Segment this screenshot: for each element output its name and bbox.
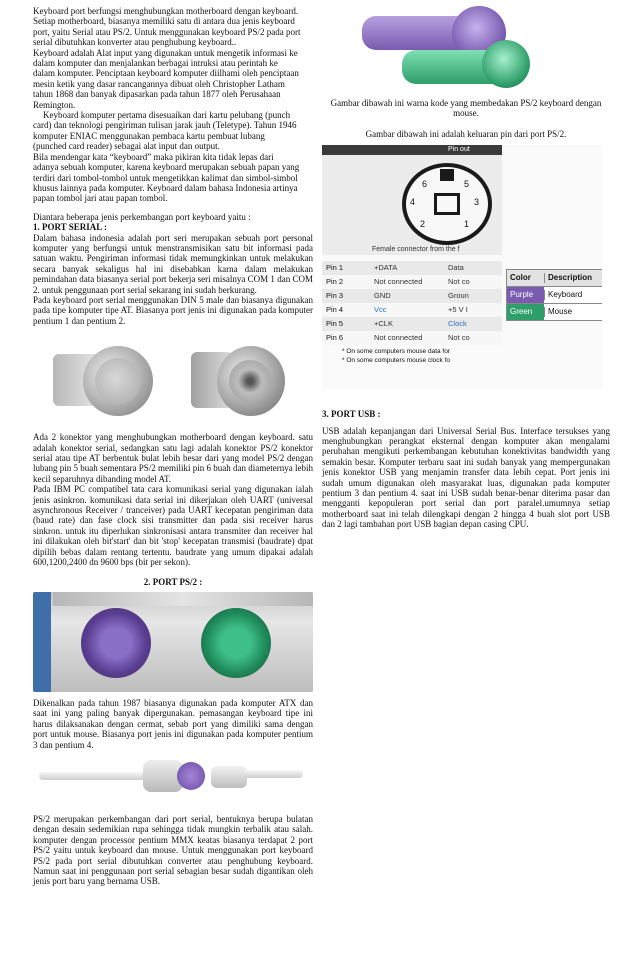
intro-line: Keyboard komputer pertama disesuaikan dari kartu pelubang (punch xyxy=(43,110,291,121)
pin-number: 2 xyxy=(420,219,426,230)
color-table-header: Description xyxy=(544,273,592,283)
connector-label: Female connector from the f xyxy=(372,246,460,254)
intro-line: (punched card reader) sebagai alat input dan output. xyxy=(33,141,220,152)
pinout-row: Pin 1 +DATA Data xyxy=(322,261,502,275)
left-column xyxy=(33,6,313,887)
intro-line: card) dan teknologi pengiriman tulisan jarak jauh (Teletype). Tahun 1946 xyxy=(33,120,297,131)
pinout-row: Pin 6 Not connected Not co xyxy=(322,331,502,345)
green-ps2-port xyxy=(201,608,271,678)
ps2-ports-photo xyxy=(33,592,313,692)
pin-number: 5 xyxy=(464,179,470,190)
right-column xyxy=(322,6,610,530)
pin-number: 6 xyxy=(422,179,428,190)
intro-line: komputer ENIAC menggunakan pembaca kartu pembuat lubang xyxy=(33,130,265,141)
pinout-figure xyxy=(322,145,602,389)
connector-diagram xyxy=(402,163,492,245)
intro-line: adanya sebuah komputer, karena keyboard merupakan sebuah papan yang xyxy=(33,162,300,173)
intro-line: khusus lainnya pada komputer. Keyboard dalam bahasa Indonesia artinya xyxy=(33,182,298,193)
color-purple-description: Keyboard xyxy=(544,290,582,300)
intro-text xyxy=(33,6,313,204)
color-purple: Purple xyxy=(507,287,544,303)
pinout-row: Pin 5 +CLK Clock xyxy=(322,317,502,331)
pinout-title: Pin out xyxy=(448,146,470,154)
pin-number: 4 xyxy=(410,197,416,208)
intro-line: dalam komputer dan menjalankan berbagai intruksi atau perintah ke xyxy=(33,58,278,69)
intro-line: mesin ketik yang dasar rancangannya dibuat oleh Christopher Latham xyxy=(33,78,285,89)
ps2-more-text: PS/2 merupakan perkembangan dari port serial, bentuknya berupa bulatan dengan desain sedemikian rupa sehingga tidak mungkin terbalik atau salah. komputer dengan processor pentium MMX keatas biasanya terdapat 2 port PS/2 yaitu untuk keyboard dan mouse. Untuk menggunakan port keyboard PS/2 pada port serial dibutuhkan converter atau penghubung keyboard. Namun saat ini penggunaan port serial sebagian besar sudah digantikan oleh jenis port baru yang bernama USB. xyxy=(33,813,313,887)
pinout-row: Pin 3 GND Groun xyxy=(322,289,502,303)
intro-line: Bila mendengar kata “keyboard” maka pikiran kita tidak lepas dari xyxy=(33,151,274,162)
types-intro: Diantara beberapa jenis perkembangan port keyboard yaitu : xyxy=(33,211,251,222)
ps2-heading: 2. PORT PS/2 : xyxy=(143,577,203,588)
connector-text: Ada 2 konektor yang menghubungkan motherboard dengan keyboard. satu adalah konektor serial, sedangkan satu lagi adalah konektor PS/2 konektor serial atau tipe AT berbentuk bulat lebih besar dari yang model PS/2 dengan lubang pin 5 buah sementara PS/2 memiliki pin 6 buah dan diameternya lebih kecil separuhnya dibanding model AT. xyxy=(33,432,313,484)
color-code-table xyxy=(506,269,602,321)
intro-line: terdiri dari tombol-tombol untuk mengetikkan kalimat dan simbol-simbol xyxy=(33,172,298,183)
ps2-text: Dikenalkan pada tahun 1987 biasanya digunakan pada komputer ATX dan saat ini yang paling banyak dipergunakan. pemasangan keyboard tipe ini harus dilaksanakan dengan cermat, sebab port yang dimiliki sama dengan port untuk mouse. Biasanya port jenis ini digunakan pada komputer pentium 3 dan pentium 4. xyxy=(33,697,313,750)
din-plug-image-right xyxy=(191,344,291,420)
intro-line: Keyboard port berfungsi menghubungkan motherboard dengan keyboard. xyxy=(33,6,299,16)
color-green: Green xyxy=(507,304,544,320)
usb-text: USB adalah kepanjangan dari Universal Serial Bus. Interface tersukses yang menghubungkan perangkat eksternal dengan komputer akan mengalami perubahan mengikuti perkembangan kebutuhan konektivitas bandwidth yang semakin besar. Komputer terbaru saat ini sudah banyak yang mempergunakan jenis konektor USB yang menjamin transfer data lebih cepat. Port jenis ini sudah umum digunakan oleh masyarakat luas, digunakan pada komputer pentium 3 dan pentium 4. saat ini USB sudah benar-benar diterima pasar dan mengganti kepopuleran port serial dan port paralel.umumnya setiap motherboard saat ini telah dilengkapi dengan 2 hingga 4 buah slot port USB dan 2 lagi tambahan port USB bagian depan casing CPU. xyxy=(322,425,610,530)
pinout-note: * On some computers mouse data for xyxy=(342,348,451,356)
intro-line: Keyboard adalah Alat input yang digunakan untuk mengetik informasi ke xyxy=(33,47,298,58)
intro-line: port, yaitu Serial atau PS/2. Untuk menggunakan keyboard PS/2 pada port xyxy=(33,26,301,37)
pinout-row: Pin 4 Vcc +5 V I xyxy=(322,303,502,317)
pinout-table xyxy=(322,261,502,365)
intro-line: Setiap motherboard, biasanya memiliki satu di antara dua jenis keyboard xyxy=(33,16,295,27)
intro-line: serial dibutuhkan konverter atau penghubung keyboard.. xyxy=(33,37,237,48)
color-table-header: Color xyxy=(510,273,531,283)
intro-line: papan tombol jari atau papan tombol. xyxy=(33,193,168,204)
purple-ps2-port xyxy=(81,608,151,678)
intro-line: tahun 1868 dan banyak dipasarkan pada tahun 1877 oleh Perusahaan xyxy=(33,89,281,100)
din-text: Pada keyboard port serial menggunakan DIN 5 male dan biasanya digunakan pada tipe komputer tipe AT. Biasanya port jenis ini digunakan pada komputer pentium 1 dan pentium 2. xyxy=(33,294,313,326)
serial-text: Dalam bahasa indonesia adalah port seri merupakan sebuah port personal komputer yang berfungsi untuk menstransmisikan satu bit informasi pada satuan waktu. Pengiriman informasi tidak memungkinkan untuk melakukan secara banyak sekaligus hal ini disebabkan karna dalam melakukan pemindahan data biasanya serial port bekerja seri misalnya COM 1 dan COM 2. untuk penggunaan port serial sekarang ini sudah berkurang. xyxy=(33,232,313,295)
din-plug-image-left xyxy=(53,344,153,420)
caption-pinout: Gambar dibawah ini adalah keluaran pin dari port PS/2. xyxy=(365,128,567,139)
ps2-plugs-photo xyxy=(362,6,532,90)
ps2-cables-photo xyxy=(33,756,313,808)
din-connector-photo xyxy=(33,336,313,424)
caption-color-code: Gambar dibawah ini warna kode yang membedakan PS/2 keyboard dengan mouse. xyxy=(330,98,602,119)
pinout-note: * On some computers mouse clock fo xyxy=(342,357,451,365)
ibm-text: Pada IBM PC compatibel tata cara komunikasi serial yang digunakan ialah jenis asinkron. komunikasi data serial ini dikerjakan oleh UART (universal asynchronous Receiver / tranceiver) pada UART kecepatan pengiriman data (baud rate) dan fase clock sisi transmitter dan pada sisi receiver harus sinkron. untuk itu diperlukan sinkronisasi antara transmiter dan receiver hal ini dilakukan oleh bit'start' dan bit 'stop' kecepatan transmisi (baudrate) dpat dipilih bebas dalam rentang tertentu. baudrate yang umum dipakai adalah 600,1200,2400 dn 9600 bps (bit per sekon). xyxy=(33,484,313,568)
color-green-description: Mouse xyxy=(544,307,572,317)
serial-heading: 1. PORT SERIAL : xyxy=(33,222,108,233)
intro-line: Remington. xyxy=(33,99,76,110)
usb-heading: 3. PORT USB : xyxy=(322,409,381,420)
intro-line: dalam komputer. Penciptaan keyboard komputer diilhami oleh penciptaan xyxy=(33,68,299,79)
pinout-row: Pin 2 Not connected Not co xyxy=(322,275,502,289)
pin-number: 3 xyxy=(474,197,480,208)
pin-number: 1 xyxy=(464,219,470,230)
pinout-title-bar xyxy=(322,145,502,155)
